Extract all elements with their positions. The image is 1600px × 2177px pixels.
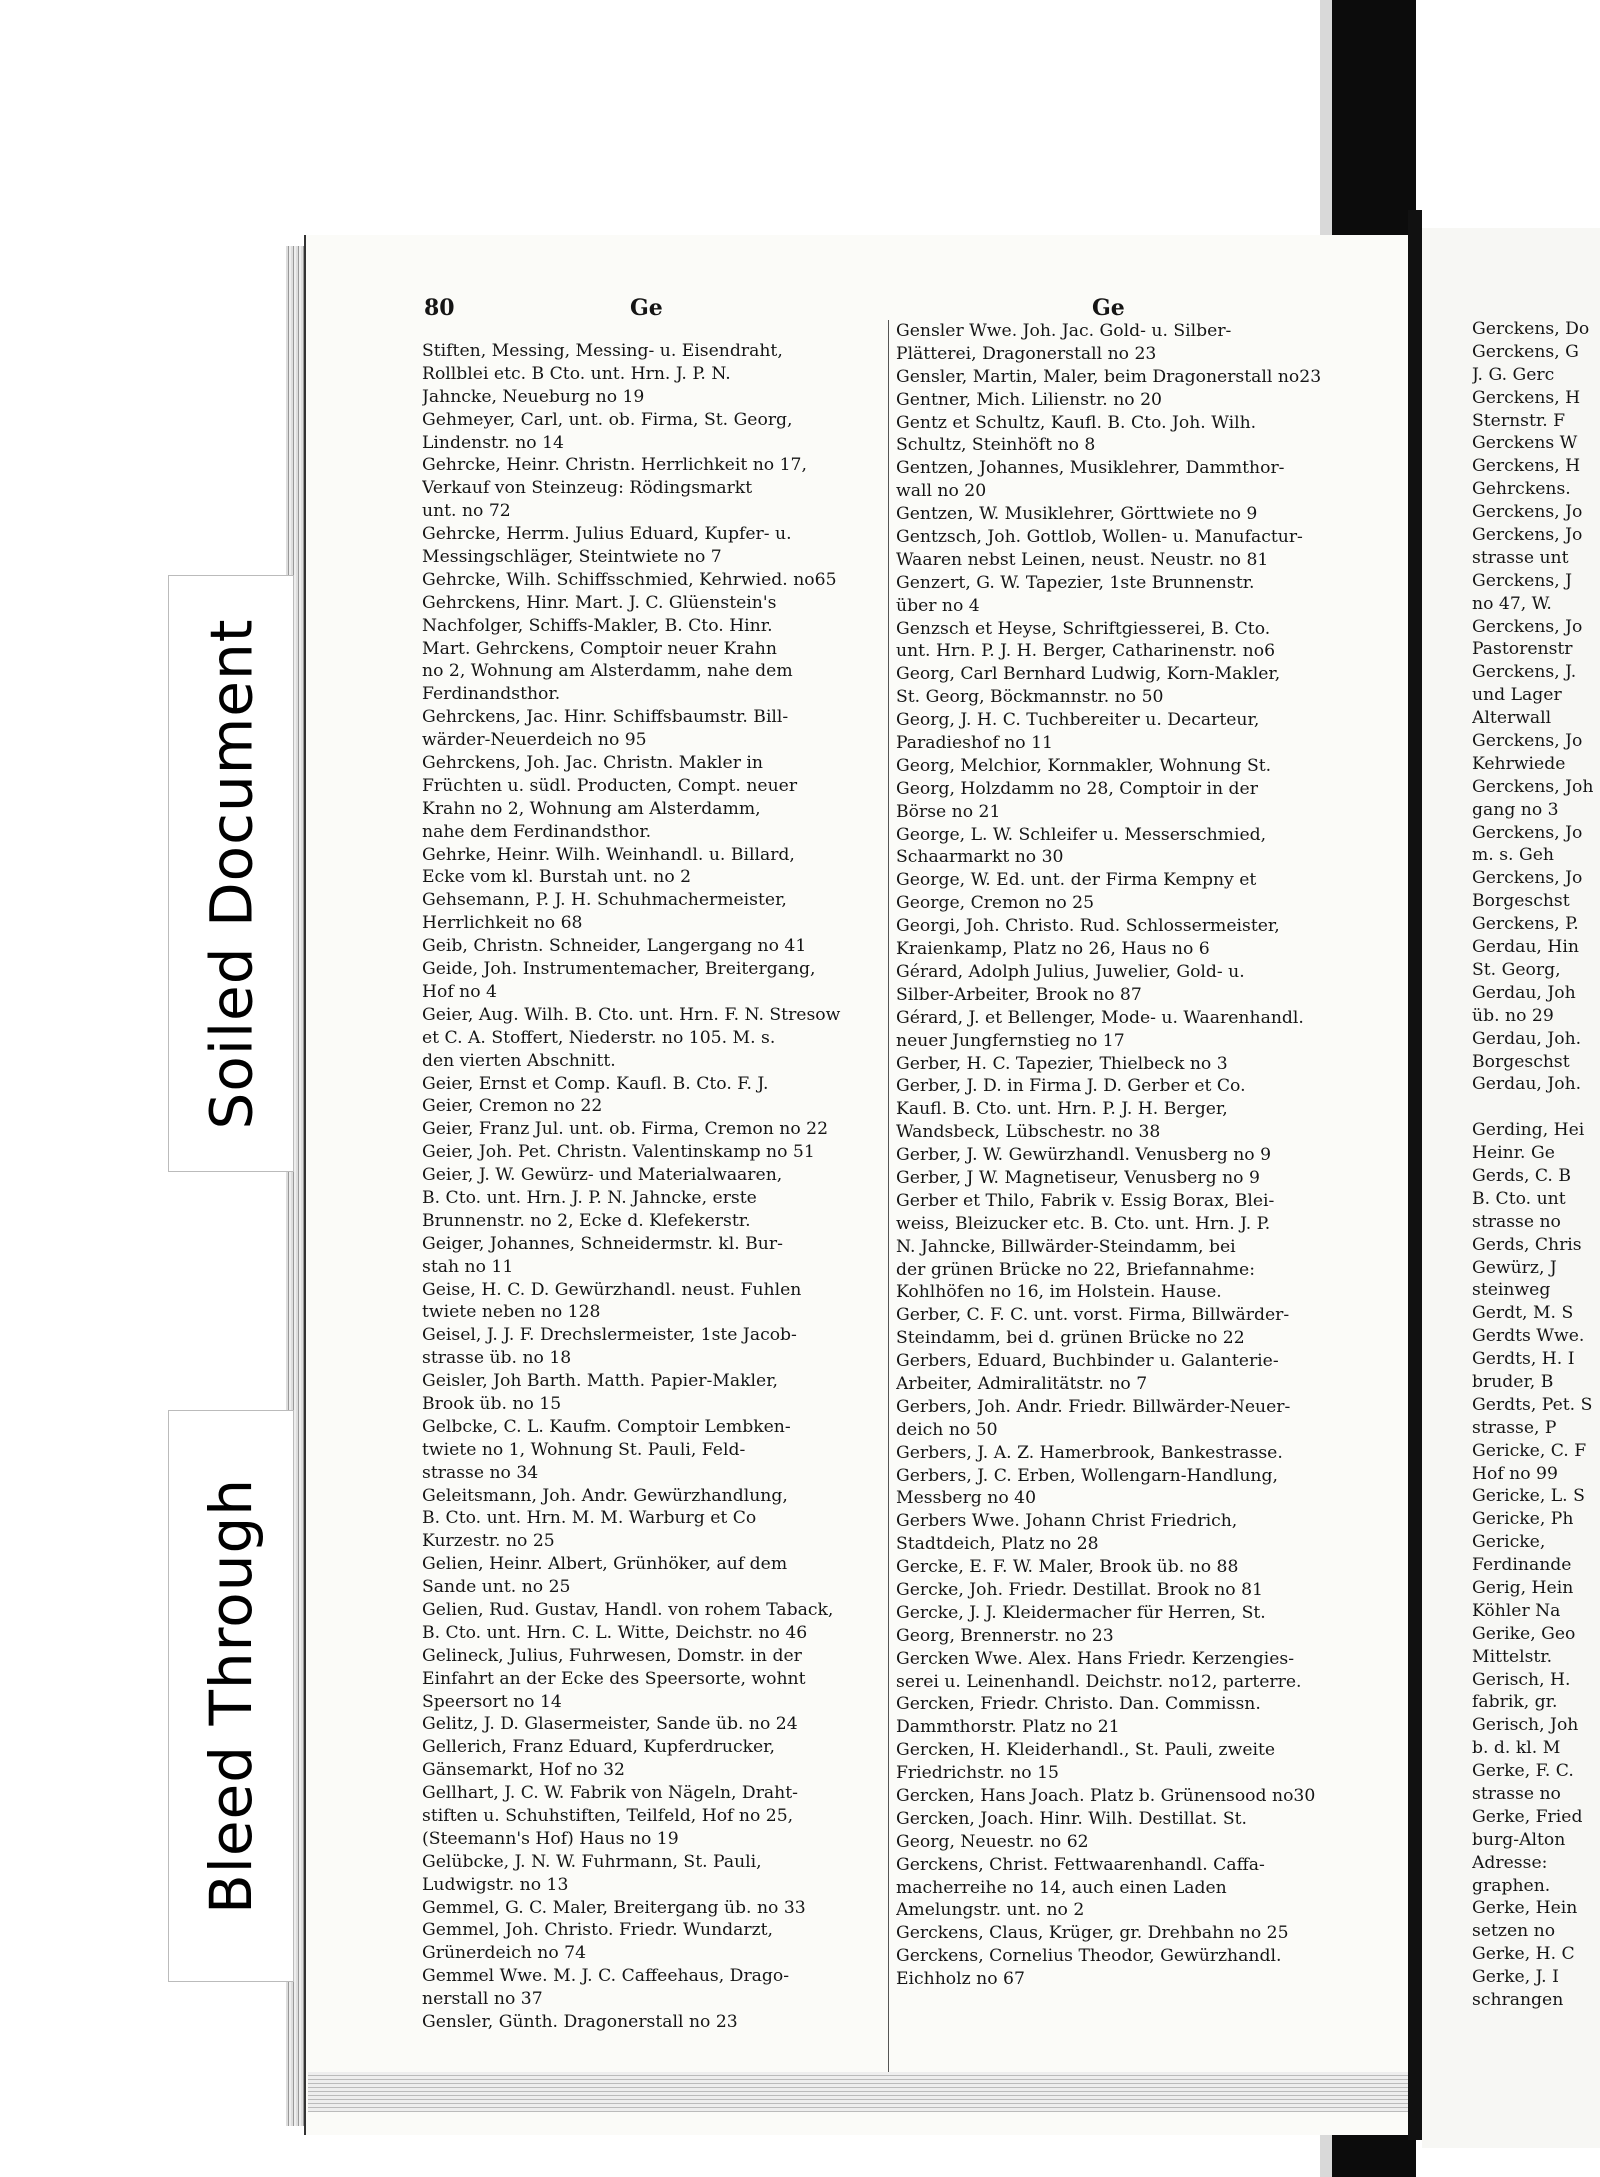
- text-line: Gerds, C. B: [1472, 1165, 1571, 1186]
- text-line: Gérard, Adolph Julius, Juwelier, Gold- u.: [896, 961, 1245, 982]
- text-line: Gerbers, J. C. Erben, Wollengarn-Handlung,: [896, 1465, 1278, 1486]
- text-line: Gentzen, W. Musiklehrer, Görttwiete no 9: [896, 504, 1258, 525]
- text-line: Gerckens, J.: [1472, 662, 1577, 683]
- text-line: gang no 3: [1472, 799, 1559, 820]
- text-line: et C. A. Stoffert, Niederstr. no 105. M. s.: [422, 1027, 776, 1048]
- text-line: Mart. Gehrckens, Comptoir neuer Krahn: [422, 638, 777, 659]
- text-line: Gerckens, Jo: [1472, 616, 1583, 637]
- right-text-column: [896, 320, 1358, 1991]
- text-line: Gelübcke, J. N. W. Fuhrmann, St. Pauli,: [422, 1851, 762, 1872]
- text-line: Heinr. Ge: [1472, 1143, 1555, 1164]
- text-line: graphen.: [1472, 1875, 1551, 1896]
- page-number: 80: [424, 295, 455, 321]
- text-line: Gehrcke, Wilh. Schiffsschmied, Kehrwied. no65: [422, 569, 837, 590]
- text-line: Gehrcke, Herrm. Julius Eduard, Kupfer- u.: [422, 524, 792, 545]
- text-line: m. s. Geh: [1472, 845, 1554, 866]
- text-line: Gercke, E. F. W. Maler, Brook üb. no 88: [896, 1557, 1239, 1578]
- text-line: Gerbers, J. A. Z. Hamerbrook, Bankestrasse.: [896, 1442, 1283, 1463]
- text-line: und Lager: [1472, 685, 1562, 706]
- book-spine: [1408, 210, 1422, 2140]
- text-line: Brook üb. no 15: [422, 1393, 562, 1414]
- text-line: Gelien, Rud. Gustav, Handl. von rohem Taback,: [422, 1599, 834, 1620]
- soiled-document-text: Soiled Document: [197, 618, 266, 1129]
- text-line: Gerckens, H: [1472, 456, 1581, 477]
- text-line: Kohlhöfen no 16, im Holstein. Hause.: [896, 1282, 1222, 1303]
- text-line: Gerber, J. W. Gewürzhandl. Venusberg no 9: [896, 1145, 1272, 1166]
- text-line: stiften u. Schuhstiften, Teilfeld, Hof no 25,: [422, 1806, 794, 1826]
- text-line: Georg, Neuestr. no 62: [896, 1831, 1089, 1852]
- text-line: Gelien, Heinr. Albert, Grünhöker, auf dem: [422, 1554, 788, 1575]
- text-line: Plätterei, Dragonerstall no 23: [896, 343, 1157, 364]
- text-line: Gercke, Joh. Friedr. Destillat. Brook no 81: [896, 1579, 1263, 1600]
- text-line: Gewürz, J: [1472, 1257, 1557, 1278]
- text-line: Gensler, Günth. Dragonerstall no 23: [422, 2012, 738, 2033]
- text-line: twiete no 1, Wohnung St. Pauli, Feld-: [422, 1439, 746, 1460]
- text-line: Kehrwiede: [1472, 753, 1566, 774]
- text-line: Geier, Ernst et Comp. Kaufl. B. Cto. F. J.: [422, 1073, 769, 1094]
- text-line: unt. no 72: [422, 501, 511, 522]
- text-line: Gemmel, G. C. Maler, Breitergang üb. no 33: [422, 1897, 806, 1918]
- text-line: Adresse:: [1472, 1852, 1548, 1873]
- text-line: Gerber, C. F. C. unt. vorst. Firma, Billwärder-: [896, 1305, 1290, 1326]
- text-line: Gercken, Joach. Hinr. Wilh. Destillat. St.: [896, 1808, 1247, 1829]
- text-line: Pastorenstr: [1472, 639, 1573, 660]
- text-line: Hof no 4: [422, 981, 497, 1002]
- text-line: Silber-Arbeiter, Brook no 87: [896, 984, 1142, 1005]
- text-line: Geleitsmann, Joh. Andr. Gewürzhandlung,: [422, 1485, 788, 1506]
- text-line: Gérard, J. et Bellenger, Mode- u. Waarenhandl.: [896, 1007, 1304, 1028]
- text-line: Gercken, Hans Joach. Platz b. Grünensood no30: [896, 1786, 1316, 1806]
- text-line: Stadtdeich, Platz no 28: [896, 1534, 1099, 1555]
- text-line: Gerckens, Jo: [1472, 731, 1583, 752]
- text-line: Gericke, Ph: [1472, 1509, 1574, 1530]
- text-line: Gerding, Hei: [1472, 1120, 1585, 1141]
- text-line: Gellhart, J. C. W. Fabrik von Nägeln, Draht-: [422, 1783, 798, 1804]
- text-line: Gerber, J W. Magnetiseur, Venusberg no 9: [896, 1167, 1260, 1188]
- text-line: Gercken, H. Kleiderhandl., St. Pauli, zweite: [896, 1740, 1276, 1761]
- text-line: Gerke, Hein: [1472, 1898, 1578, 1919]
- text-line: Stiften, Messing, Messing- u. Eisendraht,: [422, 341, 783, 361]
- text-line: bruder, B: [1472, 1371, 1554, 1392]
- text-line: Speersort no 14: [422, 1691, 562, 1712]
- text-line: Grünerdeich no 74: [422, 1943, 587, 1964]
- text-line: Gerckens, Do: [1472, 319, 1590, 339]
- text-line: Ferdinande: [1472, 1555, 1572, 1576]
- text-line: no 2, Wohnung am Alsterdamm, nahe dem: [422, 661, 793, 682]
- text-line: Gerdau, Joh.: [1472, 1074, 1582, 1095]
- text-line: Georg, Carl Bernhard Ludwig, Korn-Makler,: [896, 664, 1281, 685]
- text-line: Genzert, G. W. Tapezier, 1ste Brunnenstr.: [896, 572, 1255, 593]
- text-line: strasse no 34: [422, 1462, 539, 1483]
- text-line: wärder-Neuerdeich no 95: [422, 730, 647, 751]
- bleed-through-label: [168, 1410, 294, 1982]
- text-line: Gerke, J. I: [1472, 1967, 1559, 1988]
- text-line: J. G. Gerc: [1472, 364, 1555, 385]
- text-line: Einfahrt an der Ecke des Speersorte, wohnt: [422, 1668, 806, 1689]
- text-line: Krahn no 2, Wohnung am Alsterdamm,: [422, 798, 761, 819]
- text-line: Geide, Joh. Instrumentemacher, Breitergang,: [422, 959, 816, 980]
- text-line: Geier, Joh. Pet. Christn. Valentinskamp no 51: [422, 1142, 815, 1163]
- text-line: serei u. Leinenhandl. Deichstr. no12, parterre.: [896, 1671, 1302, 1692]
- text-line: B. Cto. unt. Hrn. M. M. Warburg et Co: [422, 1508, 757, 1529]
- text-line: Gerber, J. D. in Firma J. D. Gerber et Co.: [896, 1076, 1246, 1097]
- text-line: Nachfolger, Schiffs-Makler, B. Cto. Hinr.: [422, 615, 773, 636]
- right-column-heading: Ge: [1092, 295, 1125, 321]
- text-line: Gercke, J. J. Kleidermacher für Herren, St.: [896, 1602, 1266, 1623]
- text-line: Gehmeyer, Carl, unt. ob. Firma, St. Georg,: [422, 409, 793, 430]
- text-line: Schaarmarkt no 30: [896, 847, 1064, 868]
- text-line: Gerke, F. C.: [1472, 1761, 1574, 1782]
- text-line: B. Cto. unt. Hrn. J. P. N. Jahncke, erste: [422, 1187, 757, 1208]
- text-line: Gellerich, Franz Eduard, Kupferdrucker,: [422, 1737, 775, 1758]
- text-line: Gerdts Wwe.: [1472, 1326, 1585, 1347]
- text-line: George, Cremon no 25: [896, 893, 1095, 914]
- text-line: unt. Hrn. P. J. H. Berger, Catharinenstr. no6: [896, 641, 1275, 662]
- text-line: [1472, 1096, 1600, 1119]
- text-line: Sande unt. no 25: [422, 1577, 571, 1598]
- bleed-through-text: Bleed Through: [197, 1477, 266, 1915]
- text-line: steinweg: [1472, 1280, 1551, 1301]
- text-line: N. Jahncke, Billwärder-Steindamm, bei: [896, 1236, 1236, 1257]
- text-line: Ludwigstr. no 13: [422, 1874, 569, 1895]
- text-line: Lindenstr. no 14: [422, 432, 564, 453]
- text-line: Georg, Melchior, Kornmakler, Wohnung St.: [896, 755, 1272, 776]
- text-line: Gentzen, Johannes, Musiklehrer, Dammthor-: [896, 458, 1285, 479]
- text-line: Gehrke, Heinr. Wilh. Weinhandl. u. Billard,: [422, 844, 795, 865]
- text-line: Gerber et Thilo, Fabrik v. Essig Borax, Blei-: [896, 1190, 1275, 1211]
- text-line: Eichholz no 67: [896, 1969, 1025, 1990]
- text-line: Gentzsch, Joh. Gottlob, Wollen- u. Manufactur-: [896, 527, 1303, 548]
- text-line: Gercken, Friedr. Christo. Dan. Commissn.: [896, 1694, 1261, 1715]
- text-line: Gensler Wwe. Joh. Jac. Gold- u. Silber-: [896, 321, 1232, 341]
- text-line: Schultz, Steinhöft no 8: [896, 435, 1096, 456]
- text-line: Dammthorstr. Platz no 21: [896, 1717, 1120, 1738]
- text-line: der grünen Brücke no 22, Briefannahme:: [896, 1259, 1256, 1280]
- text-line: Börse no 21: [896, 801, 1001, 822]
- text-line: Gerisch, Joh: [1472, 1715, 1579, 1736]
- text-line: Geiger, Johannes, Schneidermstr. kl. Bur-: [422, 1233, 783, 1254]
- text-line: Geier, Cremon no 22: [422, 1096, 603, 1117]
- facing-page-column: [1472, 318, 1600, 2012]
- text-line: Ecke vom kl. Burstah unt. no 2: [422, 867, 692, 888]
- text-line: Gehsemann, P. J. H. Schuhmachermeister,: [422, 890, 787, 911]
- text-line: strasse, P: [1472, 1417, 1557, 1438]
- text-line: Gerckens, Claus, Krüger, gr. Drehbahn no 25: [896, 1923, 1289, 1944]
- text-line: Gerdts, H. I: [1472, 1349, 1575, 1370]
- text-line: Kurzestr. no 25: [422, 1531, 555, 1552]
- text-line: Ferdinandsthor.: [422, 684, 561, 705]
- text-line: Jahncke, Neueburg no 19: [422, 386, 645, 407]
- text-line: Waaren nebst Leinen, neust. Neustr. no 81: [896, 549, 1269, 570]
- text-line: Geisler, Joh Barth. Matth. Papier-Makler,: [422, 1371, 779, 1392]
- text-line: St. Georg,: [1472, 959, 1561, 980]
- text-line: Gerckens, P.: [1472, 914, 1579, 935]
- text-line: Kaufl. B. Cto. unt. Hrn. P. J. H. Berger,: [896, 1099, 1228, 1120]
- text-line: Rollblei etc. B Cto. unt. Hrn. J. P. N.: [422, 363, 731, 384]
- text-line: Verkauf von Steinzeug: Rödingsmarkt: [422, 478, 753, 499]
- text-line: B. Cto. unt. Hrn. C. L. Witte, Deichstr. no 46: [422, 1622, 808, 1643]
- text-line: Gemmel Wwe. M. J. C. Caffeehaus, Drago-: [422, 1966, 790, 1987]
- text-line: Gelineck, Julius, Fuhrwesen, Domstr. in der: [422, 1645, 802, 1666]
- text-line: strasse no: [1472, 1784, 1561, 1804]
- text-line: Gehrckens, Jac. Hinr. Schiffsbaumstr. Bill-: [422, 707, 789, 728]
- text-line: stah no 11: [422, 1256, 514, 1277]
- text-line: Mittelstr.: [1472, 1646, 1553, 1667]
- text-line: Gericke, C. F: [1472, 1440, 1587, 1461]
- text-line: Geise, H. C. D. Gewürzhandl. neust. Fuhlen: [422, 1279, 802, 1300]
- text-line: Gerber, H. C. Tapezier, Thielbeck no 3: [896, 1053, 1228, 1074]
- text-line: über no 4: [896, 595, 980, 616]
- text-line: Alterwall: [1472, 708, 1552, 729]
- text-line: Friedrichstr. no 15: [896, 1763, 1059, 1784]
- text-line: George, W. Ed. unt. der Firma Kempny et: [896, 870, 1257, 891]
- text-line: Gerke, Fried: [1472, 1806, 1583, 1827]
- text-line: Gerbers Wwe. Johann Christ Friedrich,: [896, 1511, 1238, 1532]
- text-line: Gehrcke, Heinr. Christn. Herrlichkeit no 17,: [422, 455, 807, 476]
- text-line: wall no 20: [896, 481, 987, 502]
- text-line: Gelbcke, C. L. Kaufm. Comptoir Lembken-: [422, 1416, 791, 1437]
- text-line: Gercken Wwe. Alex. Hans Friedr. Kerzengies-: [896, 1648, 1295, 1669]
- text-line: Gehrckens.: [1472, 479, 1571, 500]
- text-line: twiete neben no 128: [422, 1302, 601, 1323]
- text-line: Gericke, L. S: [1472, 1486, 1585, 1507]
- text-line: b. d. kl. M: [1472, 1738, 1561, 1759]
- text-line: Geisel, J. J. F. Drechslermeister, 1ste Jacob-: [422, 1325, 797, 1346]
- text-line: Gerckens, Jo: [1472, 868, 1583, 889]
- text-line: burg-Alton: [1472, 1829, 1566, 1850]
- text-line: Steindamm, bei d. grünen Brücke no 22: [896, 1328, 1245, 1349]
- text-line: Borgeschst: [1472, 1051, 1570, 1072]
- text-line: Gelitz, J. D. Glasermeister, Sande üb. no 24: [422, 1714, 798, 1735]
- text-line: Wandsbeck, Lübschestr. no 38: [896, 1122, 1161, 1143]
- text-line: Gerckens, Cornelius Theodor, Gewürzhandl.: [896, 1946, 1282, 1967]
- text-line: St. Georg, Böckmannstr. no 50: [896, 687, 1164, 708]
- text-line: setzen no: [1472, 1921, 1556, 1942]
- left-column-heading: Ge: [630, 295, 663, 321]
- text-line: Gerckens, Christ. Fettwaarenhandl. Caffa-: [896, 1854, 1265, 1875]
- text-line: Gerisch, H.: [1472, 1669, 1571, 1690]
- text-line: Brunnenstr. no 2, Ecke d. Klefekerstr.: [422, 1210, 751, 1231]
- text-line: Gerbers, Eduard, Buchbinder u. Galanterie-: [896, 1351, 1279, 1372]
- text-line: Gerckens W: [1472, 433, 1578, 454]
- text-line: strasse üb. no 18: [422, 1348, 572, 1369]
- text-line: Gerig, Hein: [1472, 1577, 1574, 1598]
- text-line: weiss, Bleizucker etc. B. Cto. unt. Hrn. J. P.: [896, 1213, 1271, 1234]
- text-line: Borgeschst: [1472, 891, 1570, 912]
- text-line: (Steemann's Hof) Haus no 19: [422, 1828, 679, 1849]
- text-line: Herrlichkeit no 68: [422, 913, 583, 934]
- text-line: Gerdau, Hin: [1472, 937, 1579, 958]
- text-line: Gerckens, Joh: [1472, 776, 1594, 797]
- text-line: Messberg no 40: [896, 1488, 1037, 1509]
- text-line: Gerbers, Joh. Andr. Friedr. Billwärder-Neuer-: [896, 1396, 1291, 1417]
- text-line: Geib, Christn. Schneider, Langergang no 41: [422, 936, 807, 957]
- text-line: Gerds, Chris: [1472, 1234, 1582, 1255]
- text-line: Arbeiter, Admiralitätstr. no 7: [896, 1373, 1148, 1394]
- text-line: macherreihe no 14, auch einen Laden: [896, 1877, 1227, 1898]
- text-line: Messingschläger, Steintwiete no 7: [422, 547, 722, 568]
- text-line: Paradieshof no 11: [896, 733, 1053, 754]
- text-line: üb. no 29: [1472, 1005, 1554, 1026]
- text-line: strasse unt: [1472, 547, 1569, 568]
- text-line: Geier, J. W. Gewürz- und Materialwaaren,: [422, 1165, 783, 1186]
- text-line: Georg, Holzdamm no 28, Comptoir in der: [896, 778, 1258, 799]
- text-line: nerstall no 37: [422, 1989, 543, 2010]
- text-line: Georg, Brennerstr. no 23: [896, 1625, 1114, 1646]
- text-line: Georgi, Joh. Christo. Rud. Schlossermeister,: [896, 916, 1280, 937]
- text-line: nahe dem Ferdinandsthor.: [422, 821, 652, 842]
- text-line: Gericke,: [1472, 1532, 1546, 1553]
- text-line: Genzsch et Heyse, Schriftgiesserei, B. Cto.: [896, 618, 1271, 639]
- text-line: Gerckens, Jo: [1472, 502, 1583, 523]
- text-line: Gänsemarkt, Hof no 32: [422, 1760, 625, 1781]
- text-line: Gerckens, J: [1472, 570, 1573, 591]
- text-line: Gerike, Geo: [1472, 1623, 1576, 1644]
- column-divider: [888, 320, 889, 2080]
- text-line: deich no 50: [896, 1419, 998, 1440]
- text-line: schrangen: [1472, 1990, 1564, 2011]
- text-line: Georg, J. H. C. Tuchbereiter u. Decarteur,: [896, 710, 1260, 731]
- text-line: strasse no: [1472, 1211, 1561, 1232]
- left-text-column: [422, 340, 884, 2034]
- text-line: Gentner, Mich. Lilienstr. no 20: [896, 389, 1162, 410]
- text-line: Gerckens, G: [1472, 341, 1579, 362]
- text-line: Gentz et Schultz, Kaufl. B. Cto. Joh. Wilh.: [896, 412, 1257, 433]
- text-line: Gerdt, M. S: [1472, 1303, 1574, 1324]
- text-line: Kraienkamp, Platz no 26, Haus no 6: [896, 939, 1210, 960]
- text-line: Gerckens, Jo: [1472, 822, 1583, 843]
- page-bottom-edge: [308, 2072, 1408, 2112]
- text-line: fabrik, gr.: [1472, 1692, 1558, 1713]
- text-line: Amelungstr. unt. no 2: [896, 1900, 1085, 1921]
- text-line: Geier, Aug. Wilh. B. Cto. unt. Hrn. F. N. Stresow: [422, 1004, 841, 1025]
- text-line: B. Cto. unt: [1472, 1188, 1566, 1209]
- text-line: Gensler, Martin, Maler, beim Dragonerstall no23: [896, 366, 1322, 387]
- text-line: Gerke, H. C: [1472, 1944, 1575, 1965]
- text-line: Gehrckens, Hinr. Mart. J. C. Glüenstein's: [422, 592, 777, 613]
- soiled-document-label: [168, 575, 294, 1172]
- text-line: Gerckens, Jo: [1472, 525, 1583, 546]
- text-line: Hof no 99: [1472, 1463, 1558, 1484]
- text-line: Früchten u. südl. Producten, Compt. neuer: [422, 775, 798, 796]
- text-line: no 47, W.: [1472, 593, 1552, 614]
- text-line: Gerdau, Joh: [1472, 982, 1576, 1003]
- text-line: George, L. W. Schleifer u. Messerschmied,: [896, 824, 1267, 845]
- text-line: Gemmel, Joh. Christo. Friedr. Wundarzt,: [422, 1920, 774, 1941]
- text-line: Gehrckens, Joh. Jac. Christn. Makler in: [422, 753, 763, 774]
- text-line: Gerdts, Pet. S: [1472, 1394, 1593, 1415]
- text-line: den vierten Abschnitt.: [422, 1050, 616, 1071]
- text-line: Sternstr. F: [1472, 410, 1566, 431]
- text-line: Gerdau, Joh.: [1472, 1028, 1582, 1049]
- text-line: neuer Jungfernstieg no 17: [896, 1030, 1125, 1051]
- text-line: Gerckens, H: [1472, 387, 1581, 408]
- text-line: Köhler Na: [1472, 1600, 1561, 1621]
- text-line: Geier, Franz Jul. unt. ob. Firma, Cremon no 22: [422, 1119, 829, 1140]
